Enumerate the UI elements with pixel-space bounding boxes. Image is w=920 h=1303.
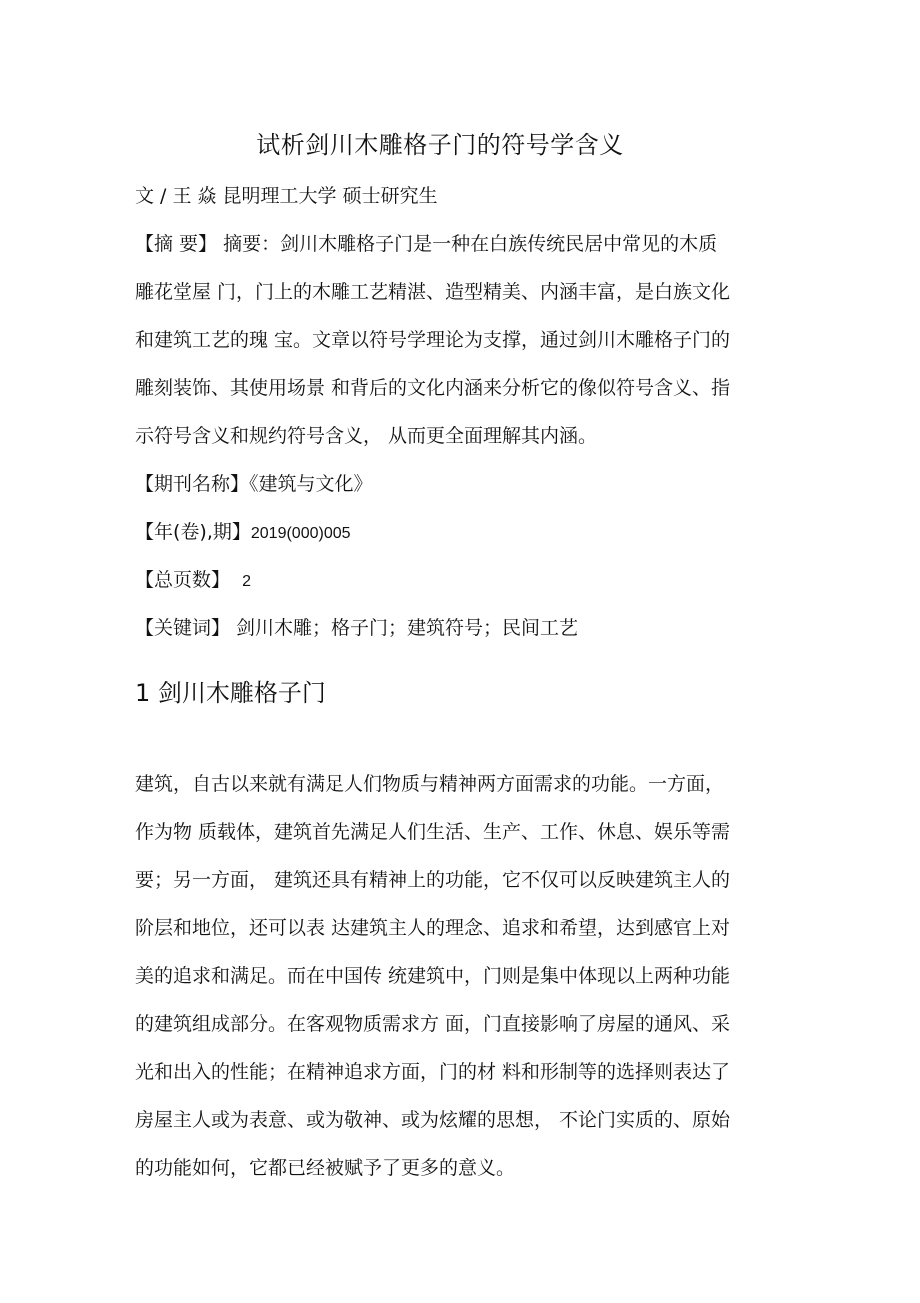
abstract-line-5: 示符号含义和规约符号含义， 从而更全面理解其内涵。	[135, 425, 598, 447]
author-line: 文 / 王 焱 昆明理工大学 硕士研究生	[135, 185, 438, 207]
abstract-line-4: 雕刻装饰、其使用场景 和背后的文化内涵来分析它的像似符号含义、指	[135, 377, 731, 399]
body-line-1: 建筑，自古以来就有满足人们物质与精神两方面需求的功能。一方面，	[135, 773, 725, 795]
body-line-3: 要；另一方面， 建筑还具有精神上的功能，它不仅可以反映建筑主人的	[135, 869, 731, 891]
body-line-7: 光和出入的性能；在精神追求方面，门的材 料和形制等的选择则表达了	[135, 1061, 731, 1083]
year-volume-issue-line	[135, 518, 755, 548]
section-heading: 1 剑川木雕格子门	[135, 679, 326, 707]
total-pages-line	[135, 566, 755, 596]
body-line-4: 阶层和地位，还可以表 达建筑主人的理念、追求和希望，达到感官上对	[135, 917, 731, 939]
article-title: 试析剑川木雕格子门的符号学含义	[256, 131, 624, 159]
abstract-line-2: 雕花堂屋 门，门上的木雕工艺精湛、造型精美、内涵丰富，是白族文化	[135, 281, 731, 303]
pages-value: 2	[242, 573, 252, 590]
keywords-line: 【关键词】 剑川木雕；格子门；建筑符号；民间工艺	[135, 617, 579, 639]
journal-name-line: 【期刊名称】《建筑与文化》	[135, 473, 373, 495]
year-value: 2019(000)005	[250, 525, 351, 542]
pages-label: 【总页数】	[135, 569, 231, 591]
body-line-6: 的建筑组成部分。在客观物质需求方 面，门直接影响了房屋的通风、采	[135, 1013, 731, 1035]
body-line-5: 美的追求和满足。而在中国传 统建筑中，门则是集中体现以上两种功能	[135, 965, 731, 987]
abstract-line-1: 【摘 要】 摘要：剑川木雕格子门是一种在白族传统民居中常见的木质	[135, 233, 718, 255]
body-line-2: 作为物 质载体，建筑首先满足人们生活、生产、工作、休息、娱乐等需	[135, 821, 731, 843]
body-line-9: 的功能如何，它都已经被赋予了更多的意义。	[135, 1157, 516, 1179]
body-line-8: 房屋主人或为表意、或为敬神、或为炫耀的思想， 不论门实质的、原始	[135, 1109, 731, 1131]
year-label: 【年(卷),期】	[135, 521, 251, 543]
abstract-line-3: 和建筑工艺的瑰 宝。文章以符号学理论为支撑，通过剑川木雕格子门的	[135, 329, 731, 351]
